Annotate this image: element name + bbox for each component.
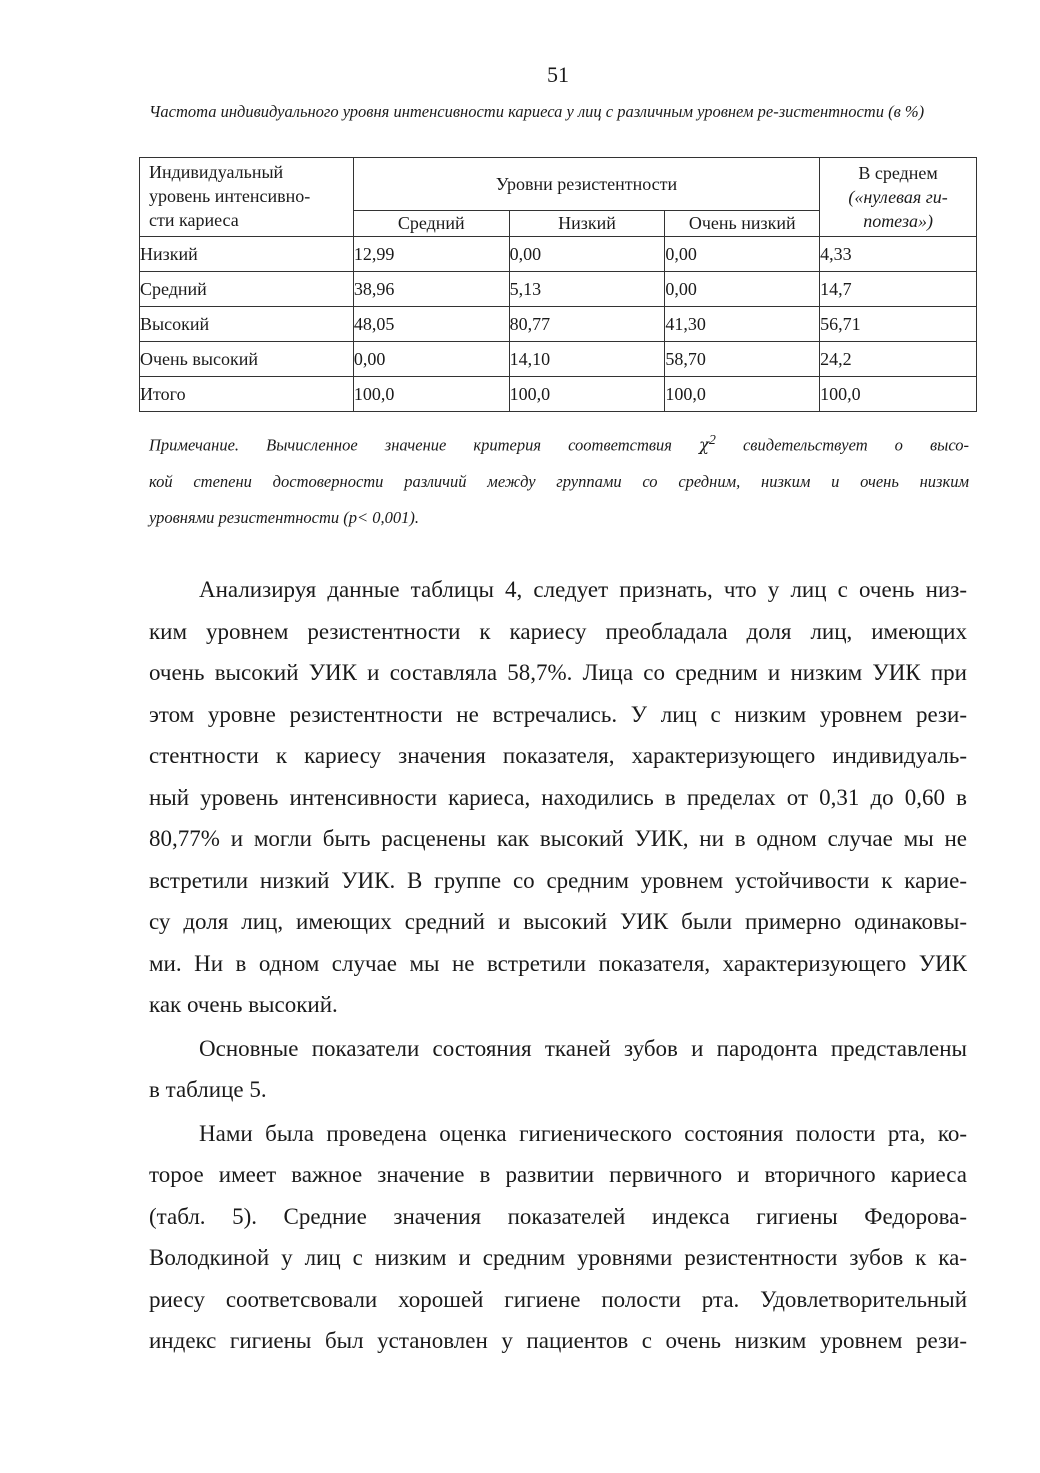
average-header — [820, 158, 977, 237]
table-note — [149, 422, 969, 536]
row-label: Низкий — [140, 237, 354, 272]
row-header-line: Индивидуальный — [149, 162, 284, 182]
text-line: стентности к кариесу значения показателя, характеризующего индивидуаль- — [149, 743, 967, 768]
cell-value: 38,96 — [353, 272, 509, 307]
text-line: ми. Ни в одном случае мы не встретили показателя, характеризующего УИК — [149, 950, 967, 976]
cell-value: 100,0 — [509, 377, 665, 412]
table-row — [140, 272, 977, 307]
table-caption: Частота индивидуального уровня интенсивности кариеса у лиц с различным уровнем ре-зистентности (в %) — [149, 102, 925, 121]
group-header: Уровни резистентности — [353, 158, 819, 211]
text-line: риесу соответсвовали хорошей гигиене полости рта. Удовлетворительный — [149, 1286, 967, 1312]
subheader-low: Низкий — [509, 211, 665, 237]
chi-superscript: 2 — [709, 432, 716, 447]
text-line: (табл. 5). Средние значения показателей индекса гигиены Федорова- — [149, 1203, 967, 1229]
table-row — [140, 307, 977, 342]
cell-value: 58,70 — [665, 342, 820, 377]
cell-value: 12,99 — [353, 237, 509, 272]
text-line: торое имеет важное значение в развитии первичного и вторичного кариеса — [149, 1162, 967, 1187]
note-line: кой степени достоверности различий между группами со средним, низким и очень низким — [149, 471, 969, 491]
text-line: индекс гигиены был установлен у пациентов с очень низким уровнем рези- — [149, 1328, 967, 1353]
row-label: Очень высокий — [140, 342, 354, 377]
text-line: Основные показатели состояния тканей зубов и пародонта представлены — [199, 1035, 967, 1061]
text-line: су доля лиц, имеющих средний и высокий УИК были примерно одинаковы- — [149, 909, 967, 934]
row-header-cell — [140, 158, 354, 237]
cell-value: 41,30 — [665, 307, 820, 342]
cell-value: 48,05 — [353, 307, 509, 342]
paragraph — [149, 1113, 967, 1362]
note-text: свидетельствует о высо- — [715, 435, 969, 455]
note-text: Примечание. Вычисленное значение критерия соответствия — [149, 435, 700, 455]
data-table — [139, 157, 977, 412]
cell-value: 14,10 — [509, 342, 665, 377]
cell-average: 14,7 — [820, 272, 977, 307]
row-header-line: уровень интенсивно- — [149, 186, 311, 206]
cell-average: 56,71 — [820, 307, 977, 342]
table-row — [140, 342, 977, 377]
note-line: уровнями резистентности (p< 0,001). — [149, 507, 420, 527]
text-line: Анализируя данные таблицы 4, следует признать, что у лиц с очень низ- — [199, 577, 967, 602]
average-header-line: потеза») — [863, 211, 933, 231]
text-line: в таблице 5. — [149, 1077, 267, 1102]
cell-value: 100,0 — [353, 377, 509, 412]
average-header-line: В среднем — [858, 163, 938, 183]
row-header-line: сти кариеса — [149, 210, 239, 230]
text-line: 80,77% и могли быть расценены как высокий УИК, ни в одном случае мы не — [149, 826, 967, 851]
text-line: как очень высокий. — [149, 992, 338, 1017]
cell-value: 80,77 — [509, 307, 665, 342]
text-line: очень высокий УИК и составляла 58,7%. Лица со средним и низким УИК при — [149, 660, 967, 685]
text-line: Нами была проведена оценка гигиенического состояния полости рта, ко- — [199, 1120, 967, 1146]
cell-average: 100,0 — [820, 377, 977, 412]
chi-symbol: χ — [699, 435, 710, 455]
table-header-row — [140, 158, 977, 211]
table-row — [140, 237, 977, 272]
row-label: Итого — [140, 377, 354, 412]
cell-value: 5,13 — [509, 272, 665, 307]
subheader-medium: Средний — [353, 211, 509, 237]
average-header-line: («нулевая ги- — [848, 187, 948, 207]
note-line — [149, 422, 969, 464]
row-label: Средний — [140, 272, 354, 307]
paragraph — [149, 569, 967, 1026]
subheader-very-low: Очень низкий — [665, 211, 820, 237]
table-row-total — [140, 377, 977, 412]
text-line: ный уровень интенсивности кариеса, находились в пределах от 0,31 до 0,60 в — [149, 784, 967, 810]
text-line: этом уровне резистентности не встречались. У лиц с низким уровнем рези- — [149, 701, 967, 727]
text-line: Володкиной у лиц с низким и средним уровнями резистентности зубов к ка- — [149, 1245, 967, 1270]
text-line: ким уровнем резистентности к кариесу преобладала доля лиц, имеющих — [149, 618, 967, 644]
cell-average: 24,2 — [820, 342, 977, 377]
cell-average: 4,33 — [820, 237, 977, 272]
paragraph — [149, 1028, 967, 1111]
cell-value: 0,00 — [509, 237, 665, 272]
cell-value: 0,00 — [665, 237, 820, 272]
text-line: встретили низкий УИК. В группе со средним уровнем устойчивости к карие- — [149, 867, 967, 893]
row-label: Высокий — [140, 307, 354, 342]
cell-value: 0,00 — [665, 272, 820, 307]
body-text — [149, 569, 967, 1362]
cell-value: 0,00 — [353, 342, 509, 377]
cell-value: 100,0 — [665, 377, 820, 412]
page-number: 51 — [547, 62, 569, 87]
